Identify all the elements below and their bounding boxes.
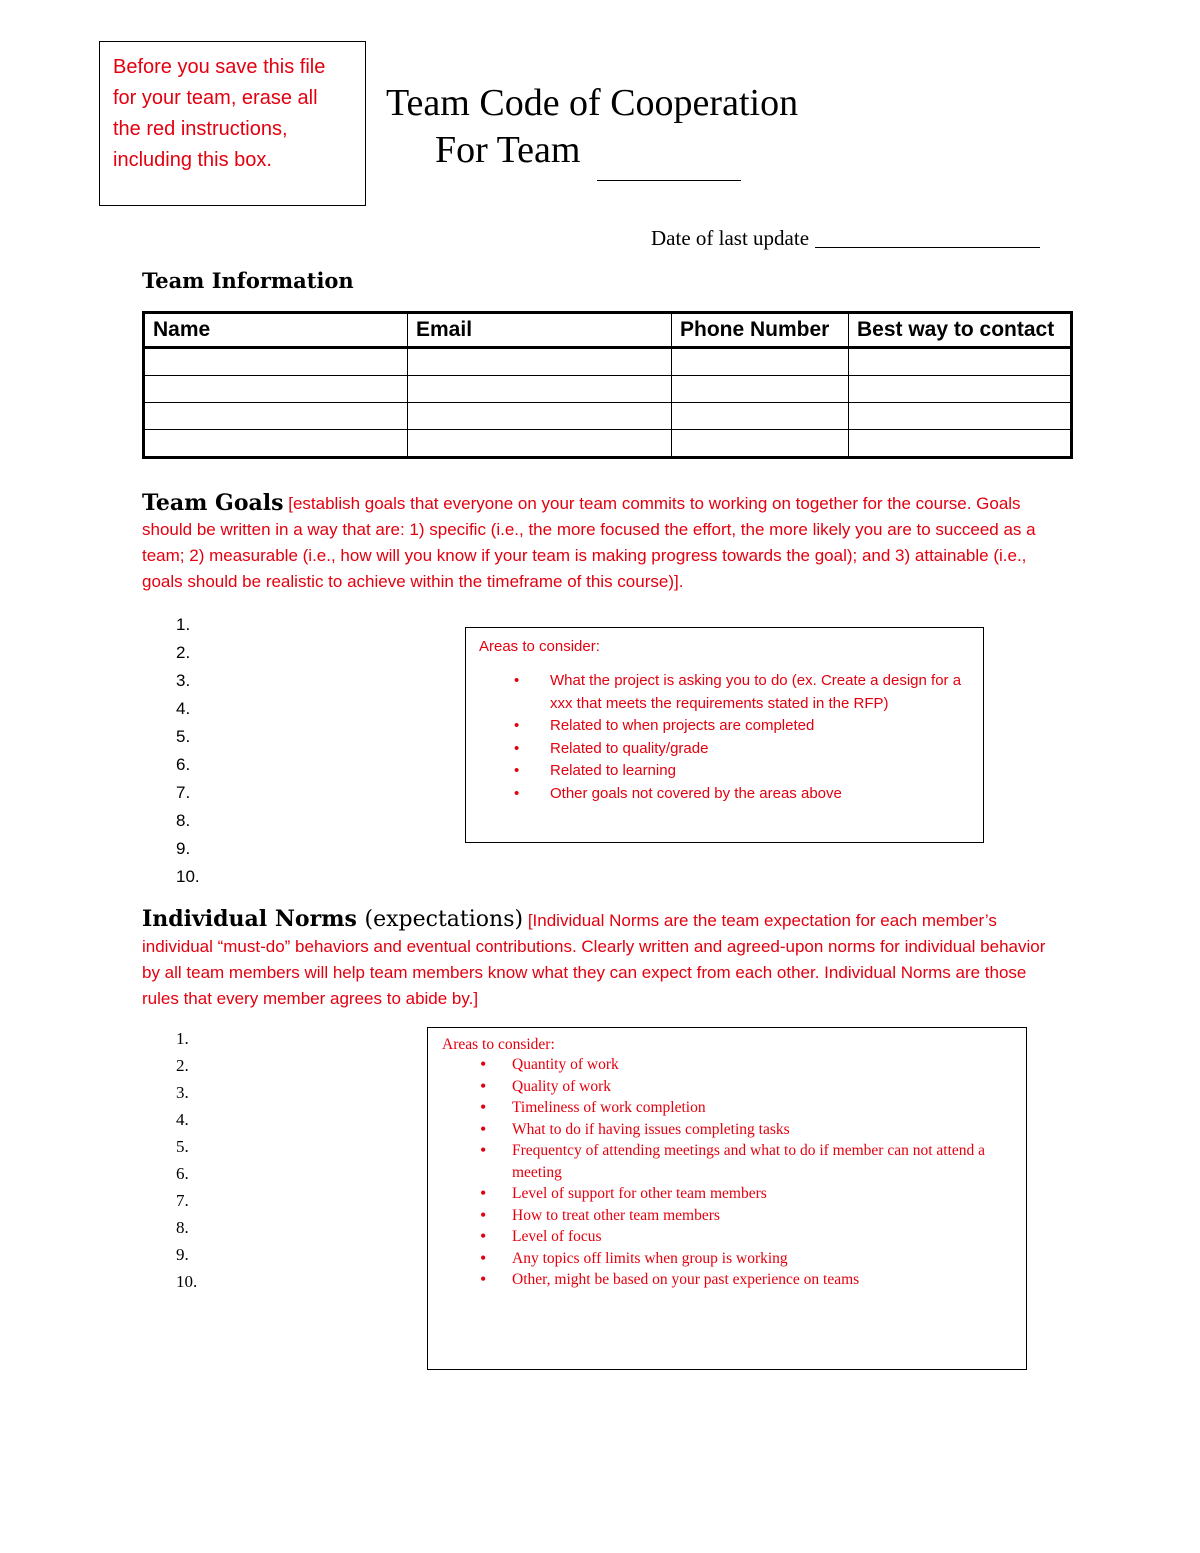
list-item[interactable]: 9. [176, 839, 191, 858]
column-header-email: Email [408, 313, 672, 348]
individual-norms-instructions: [Individual Norms are the team expectation for each member’s individual “must-do” behaviors and eventual contributions. Clearly written and agreed-upon norms for individual behavior by all team members will help team members know what they can expect from each other. Individual Norms are those rules that every member agrees to abide by.] [142, 911, 1046, 1008]
table-cell[interactable] [408, 430, 672, 458]
list-item[interactable]: 1. [176, 615, 191, 634]
table-cell[interactable] [144, 403, 408, 430]
consider-item: • Related to quality/grade [514, 738, 971, 761]
team-info-table [142, 311, 1073, 459]
list-item[interactable]: 10. [176, 1272, 198, 1291]
list-item[interactable]: 8. [176, 1218, 189, 1237]
consider-item: • Timeliness of work completion [480, 1097, 1016, 1119]
table-cell[interactable] [408, 376, 672, 403]
consider-item: • Level of focus [480, 1226, 1016, 1248]
column-header-name: Name [144, 313, 408, 348]
individual-norms-heading-suffix: (expectations) [364, 907, 524, 932]
table-cell[interactable] [849, 430, 1072, 458]
list-item[interactable]: 4. [176, 699, 191, 718]
instruction-line: including this box. [113, 149, 272, 171]
table-row [144, 348, 1072, 376]
norms-consider-box [427, 1027, 1027, 1370]
consider-item: • Other goals not covered by the areas above [514, 783, 971, 806]
consider-title: Areas to consider: [479, 638, 600, 655]
list-item[interactable]: 8. [176, 811, 191, 830]
table-row [144, 403, 1072, 430]
table-cell[interactable] [849, 376, 1072, 403]
date-row [651, 224, 1040, 252]
instruction-line: Before you save this file [113, 56, 326, 78]
page-title: Team Code of Cooperation [386, 82, 799, 124]
team-goals-list [176, 611, 200, 891]
consider-item: • Quantity of work [480, 1054, 1016, 1076]
consider-list [442, 1054, 1016, 1291]
table-header-row [144, 313, 1072, 348]
team-goals-instructions: [establish goals that everyone on your team commits to working on together for the course. Goals should be written in a way that are: 1) specific (i.e., the more focused the effort, the more likely you are to succeed as a team; 2) measurable (i.e., how will you know if your team is making progress towards the goal); and 3) attainable (i.e., goals should be realistic to achieve within the timeframe of this course)]. [142, 494, 1036, 591]
table-cell[interactable] [408, 348, 672, 376]
consider-item: • Frequentcy of attending meetings and what to do if member can not attend a meeting [480, 1140, 1016, 1183]
table-cell[interactable] [849, 348, 1072, 376]
team-goals-section [142, 490, 1057, 595]
list-item[interactable]: 4. [176, 1110, 189, 1129]
instruction-line: for your team, erase all [113, 87, 318, 109]
consider-item: • What to do if having issues completing tasks [480, 1119, 1016, 1141]
table-cell[interactable] [408, 403, 672, 430]
table-row [144, 376, 1072, 403]
column-header-contact: Best way to contact [849, 313, 1072, 348]
team-info-heading: Team Information [142, 268, 354, 293]
table-row [144, 430, 1072, 458]
individual-norms-list [176, 1025, 197, 1295]
list-item[interactable]: 6. [176, 1164, 189, 1183]
table-cell[interactable] [849, 403, 1072, 430]
date-label: Date of last update [651, 226, 810, 250]
consider-list [479, 670, 971, 805]
consider-item: • How to treat other team members [480, 1205, 1016, 1227]
table-cell[interactable] [144, 430, 408, 458]
consider-item: • Other, might be based on your past experience on teams [480, 1269, 1016, 1291]
list-item[interactable]: 3. [176, 1083, 189, 1102]
list-item[interactable]: 1. [176, 1029, 189, 1048]
column-header-phone: Phone Number [672, 313, 849, 348]
individual-norms-heading: Individual Norms (expectations) [142, 906, 524, 932]
list-item[interactable]: 7. [176, 783, 191, 802]
team-name-blank[interactable] [597, 180, 741, 181]
consider-item: • Any topics off limits when group is working [480, 1248, 1016, 1270]
consider-title: Areas to consider: [442, 1036, 555, 1053]
list-item[interactable]: 5. [176, 1137, 189, 1156]
consider-item: • Level of support for other team members [480, 1183, 1016, 1205]
instruction-line: the red instructions, [113, 118, 288, 140]
consider-item: • Quality of work [480, 1076, 1016, 1098]
consider-item: • Related to learning [514, 760, 971, 783]
individual-norms-section [142, 906, 1057, 1012]
list-item[interactable]: 10. [176, 867, 200, 886]
table-cell[interactable] [672, 376, 849, 403]
list-item[interactable]: 5. [176, 727, 191, 746]
table-cell[interactable] [672, 403, 849, 430]
table-cell[interactable] [672, 348, 849, 376]
list-item[interactable]: 2. [176, 1056, 189, 1075]
list-item[interactable]: 6. [176, 755, 191, 774]
list-item[interactable]: 2. [176, 643, 191, 662]
team-goals-heading: Team Goals [142, 490, 284, 516]
consider-item: • Related to when projects are completed [514, 715, 971, 738]
table-cell[interactable] [144, 376, 408, 403]
consider-item: • What the project is asking you to do (ex. Create a design for a xxx that meets the requirements stated in the RFP) [514, 670, 971, 715]
date-blank[interactable] [815, 247, 1040, 248]
list-item[interactable]: 3. [176, 671, 191, 690]
table-cell[interactable] [144, 348, 408, 376]
instruction-box [99, 41, 366, 206]
goals-consider-box [465, 627, 984, 843]
page-subtitle: For Team [435, 129, 581, 171]
list-item[interactable]: 7. [176, 1191, 189, 1210]
table-cell[interactable] [672, 430, 849, 458]
list-item[interactable]: 9. [176, 1245, 189, 1264]
